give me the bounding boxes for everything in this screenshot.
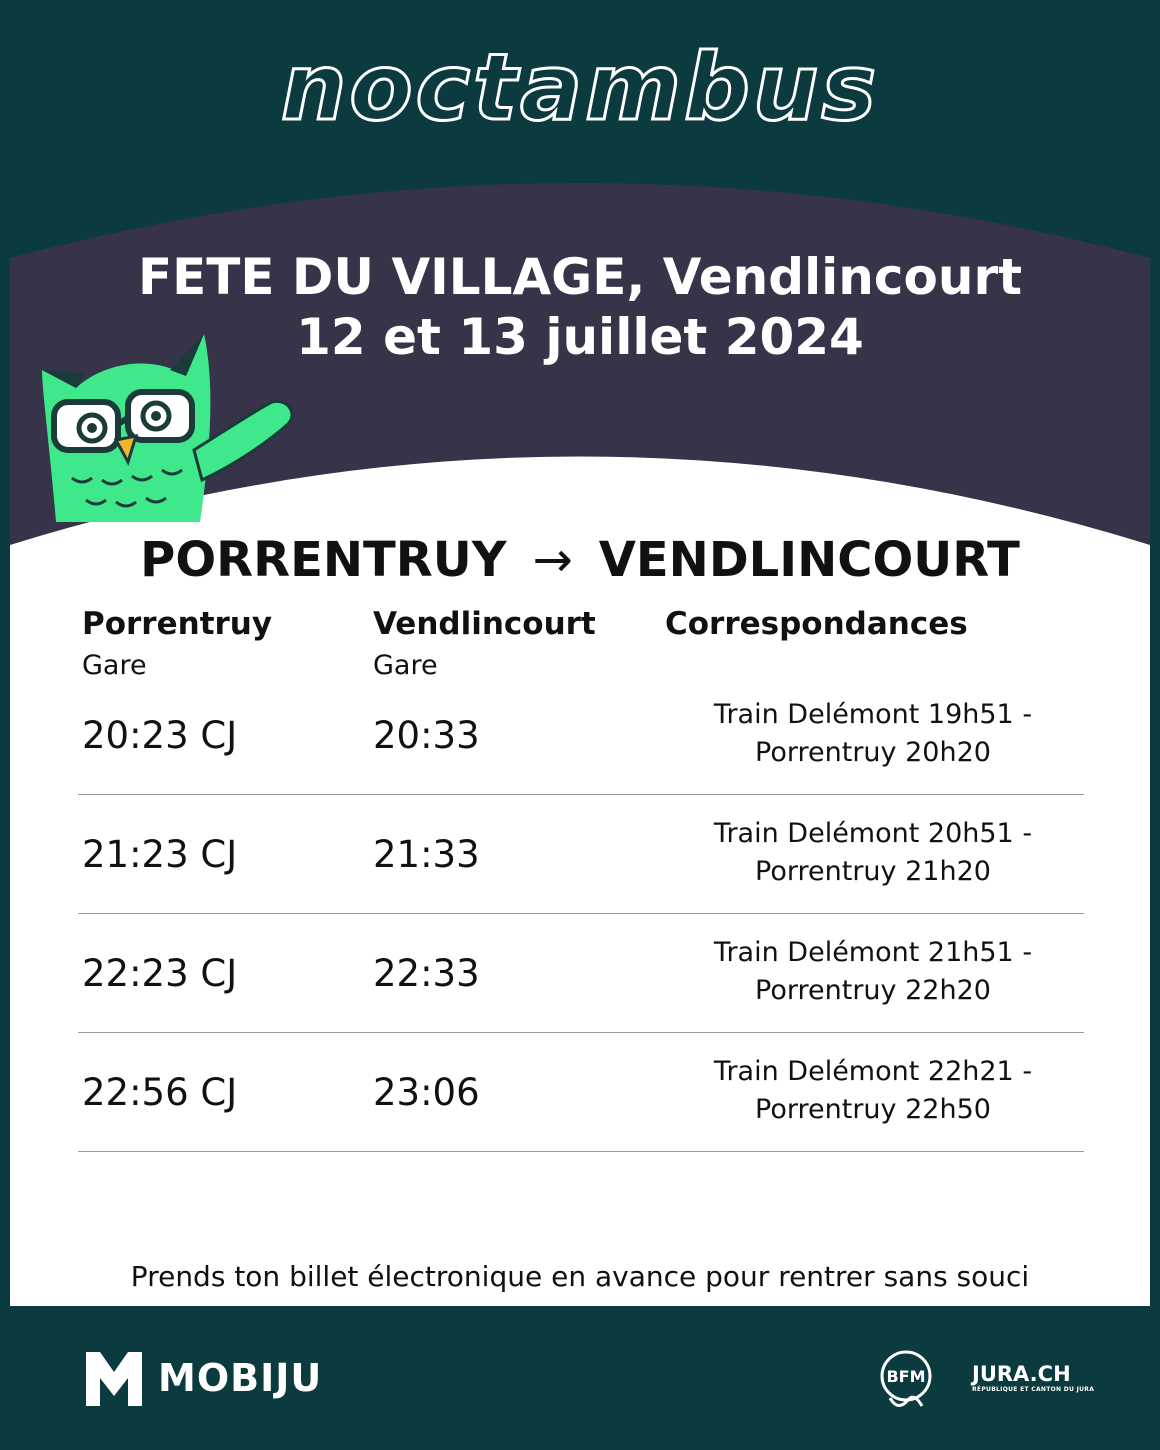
jura-logo-text: JURA.CH	[972, 1362, 1071, 1386]
event-title: FETE DU VILLAGE, Vendlincourt	[137, 248, 1023, 306]
noctambus-logo: noctambus	[280, 34, 880, 141]
connection-info	[658, 934, 1088, 1010]
mobiju-name: MOBIJU	[158, 1356, 323, 1400]
arrival-time: 21:33	[373, 833, 480, 876]
jura-logo	[972, 1362, 1094, 1394]
connection-info	[658, 815, 1088, 891]
bfm-logo-icon	[876, 1344, 936, 1414]
departure-time: 20:23 CJ	[82, 714, 238, 757]
event-dates: 12 et 13 juillet 2024	[296, 308, 864, 366]
route-arrow-icon: →	[532, 532, 573, 588]
schedule-row	[78, 1033, 1084, 1152]
jura-tagline: RÉPUBLIQUE ET CANTON DU JURA	[972, 1386, 1095, 1393]
departure-column-header: Porrentruy	[82, 606, 273, 642]
connection-line-2: Porrentruy 22h20	[755, 975, 991, 1006]
schedule-table	[78, 676, 1084, 1152]
connection-line-1: Train Delémont 20h51 -	[713, 818, 1033, 849]
connections-column-header: Correspondances	[665, 606, 968, 642]
mobiju-logo	[84, 1348, 322, 1408]
route-to: VENDLINCOURT	[598, 532, 1020, 588]
route-from: PORRENTRUY	[140, 532, 507, 588]
connection-line-1: Train Delémont 19h51 -	[713, 699, 1033, 730]
connection-line-2: Porrentruy 21h20	[755, 856, 991, 887]
route-title	[0, 530, 1160, 590]
bfm-logo-text: BFM	[886, 1367, 926, 1386]
arrival-column-subheader: Gare	[373, 650, 438, 681]
arrival-time: 22:33	[373, 952, 480, 995]
owl-mascot-icon	[36, 330, 316, 530]
schedule-row	[78, 676, 1084, 795]
connection-line-1: Train Delémont 21h51 -	[713, 937, 1033, 968]
ticket-advice: Prends ton billet électronique en avance pour rentrer sans souci	[130, 1260, 1030, 1293]
departure-column-subheader: Gare	[82, 650, 147, 681]
arrival-time: 20:33	[373, 714, 480, 757]
arrival-time: 23:06	[373, 1071, 480, 1114]
connection-info	[658, 696, 1088, 772]
departure-time: 22:23 CJ	[82, 952, 238, 995]
schedule-row	[78, 914, 1084, 1033]
departure-time: 22:56 CJ	[82, 1071, 238, 1114]
connection-line-2: Porrentruy 20h20	[755, 737, 991, 768]
connection-line-2: Porrentruy 22h50	[755, 1094, 991, 1125]
connection-line-1: Train Delémont 22h21 -	[713, 1056, 1033, 1087]
schedule-row	[78, 795, 1084, 914]
mobiju-m-icon	[84, 1348, 144, 1408]
arrival-column-header: Vendlincourt	[373, 606, 596, 642]
departure-time: 21:23 CJ	[82, 833, 238, 876]
connection-info	[658, 1053, 1088, 1129]
